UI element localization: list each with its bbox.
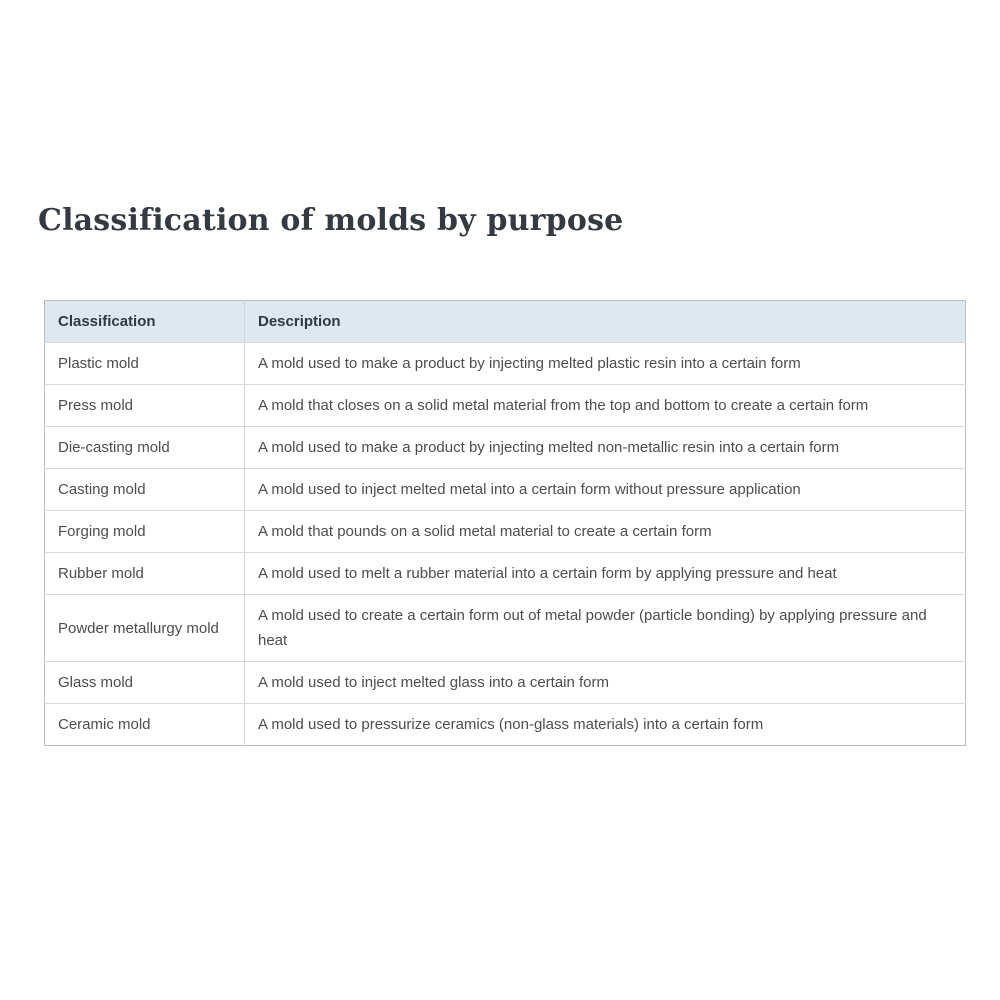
description-cell: A mold used to create a certain form out of metal powder (particle bonding) by applying pressure and heat bbox=[245, 595, 966, 662]
table-row bbox=[45, 662, 966, 704]
page-title: Classification of molds by purpose bbox=[38, 203, 624, 238]
description-cell: A mold that pounds on a solid metal material to create a certain form bbox=[245, 511, 966, 553]
table-header bbox=[45, 301, 966, 343]
classification-cell: Die-casting mold bbox=[45, 427, 245, 469]
molds-table bbox=[44, 300, 966, 746]
classification-cell: Plastic mold bbox=[45, 343, 245, 385]
description-cell: A mold used to inject melted glass into a certain form bbox=[245, 662, 966, 704]
table-row bbox=[45, 553, 966, 595]
column-header-description: Description bbox=[245, 301, 966, 343]
classification-cell: Casting mold bbox=[45, 469, 245, 511]
classification-cell: Glass mold bbox=[45, 662, 245, 704]
table-row bbox=[45, 469, 966, 511]
description-cell: A mold used to melt a rubber material into a certain form by applying pressure and heat bbox=[245, 553, 966, 595]
description-cell: A mold used to make a product by injecting melted non-metallic resin into a certain form bbox=[245, 427, 966, 469]
classification-cell: Powder metallurgy mold bbox=[45, 595, 245, 662]
description-cell: A mold used to inject melted metal into a certain form without pressure application bbox=[245, 469, 966, 511]
table-row bbox=[45, 511, 966, 553]
classification-cell: Press mold bbox=[45, 385, 245, 427]
table-row bbox=[45, 427, 966, 469]
column-header-classification: Classification bbox=[45, 301, 245, 343]
classification-cell: Forging mold bbox=[45, 511, 245, 553]
table-row bbox=[45, 704, 966, 746]
description-cell: A mold that closes on a solid metal material from the top and bottom to create a certain form bbox=[245, 385, 966, 427]
table-row bbox=[45, 595, 966, 662]
header-row bbox=[45, 301, 966, 343]
classification-cell: Rubber mold bbox=[45, 553, 245, 595]
description-cell: A mold used to make a product by injecting melted plastic resin into a certain form bbox=[245, 343, 966, 385]
classification-cell: Ceramic mold bbox=[45, 704, 245, 746]
table-row bbox=[45, 385, 966, 427]
table-row bbox=[45, 343, 966, 385]
table-body bbox=[45, 343, 966, 746]
description-cell: A mold used to pressurize ceramics (non-glass materials) into a certain form bbox=[245, 704, 966, 746]
